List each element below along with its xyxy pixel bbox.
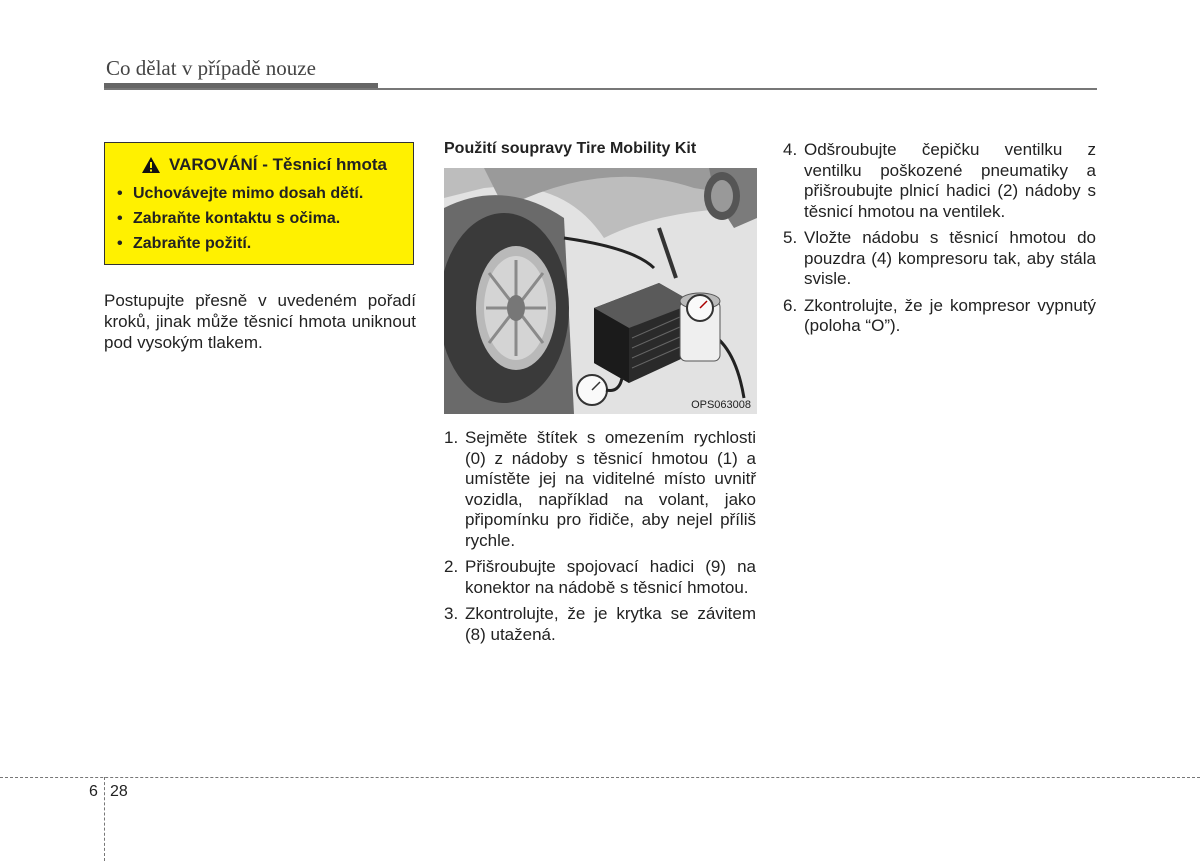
intro-paragraph: Postupujte přesně v uvedeném pořadí kroků, jinak může těsnicí hmota uniknout pod vysokým tlakem.	[104, 291, 416, 352]
warning-item: • Zabraňte kontaktu s očima.	[117, 210, 341, 227]
page-number: 28	[110, 783, 128, 800]
footer-vertical-rule	[104, 777, 105, 861]
footer-rule	[0, 777, 1200, 778]
illustration-drawing	[444, 168, 757, 414]
warning-title-label: VAROVÁNÍ - Těsnicí hmota	[169, 155, 387, 174]
list-item: 3. Zkontrolujte, že je krytka se závitem (8) utažená.	[444, 604, 756, 644]
list-item: 5. Vložte nádobu s těsnicí hmotou do pouzdra (4) kompresoru tak, aby stála svisle.	[783, 228, 1096, 288]
warning-list	[115, 181, 413, 256]
list-item: 2. Přišroubujte spojovací hadici (9) na konektor na nádobě s těsnicí hmotou.	[444, 557, 756, 597]
chapter-number: 6	[89, 783, 98, 800]
warning-title	[115, 155, 413, 175]
steps-list-right	[783, 140, 1096, 343]
list-item: 1. Sejměte štítek s omezením rychlosti (0) z nádoby s těsnicí hmotou (1) a umístěte jej na viditelné místo uvnitř vozidla, například na volant, jako připomínku pro řidiče, aby nejel příliš rychle.	[444, 428, 756, 550]
section-heading: Použití soupravy Tire Mobility Kit	[444, 140, 697, 157]
warning-item: • Zabraňte požití.	[117, 235, 252, 252]
list-item: 6. Zkontrolujte, že je kompresor vypnutý (poloha “O”).	[783, 295, 1096, 335]
warning-triangle-icon	[141, 156, 161, 174]
steps-list-left	[444, 428, 756, 651]
warning-item: • Uchovávejte mimo dosah dětí.	[117, 185, 364, 202]
header-rule	[104, 88, 1097, 90]
page-header-title: Co dělat v případě nouze	[106, 56, 316, 80]
warning-box	[104, 142, 414, 265]
list-item: 4. Odšroubujte čepičku ventilku z ventilku poškozené pneumatiky a přišroubujte plnicí hadici (2) nádoby s těsnicí hmotou na ventilek.	[783, 140, 1096, 221]
tire-mobility-kit-illustration	[444, 168, 757, 414]
figure-code: OPS063008	[691, 399, 751, 411]
